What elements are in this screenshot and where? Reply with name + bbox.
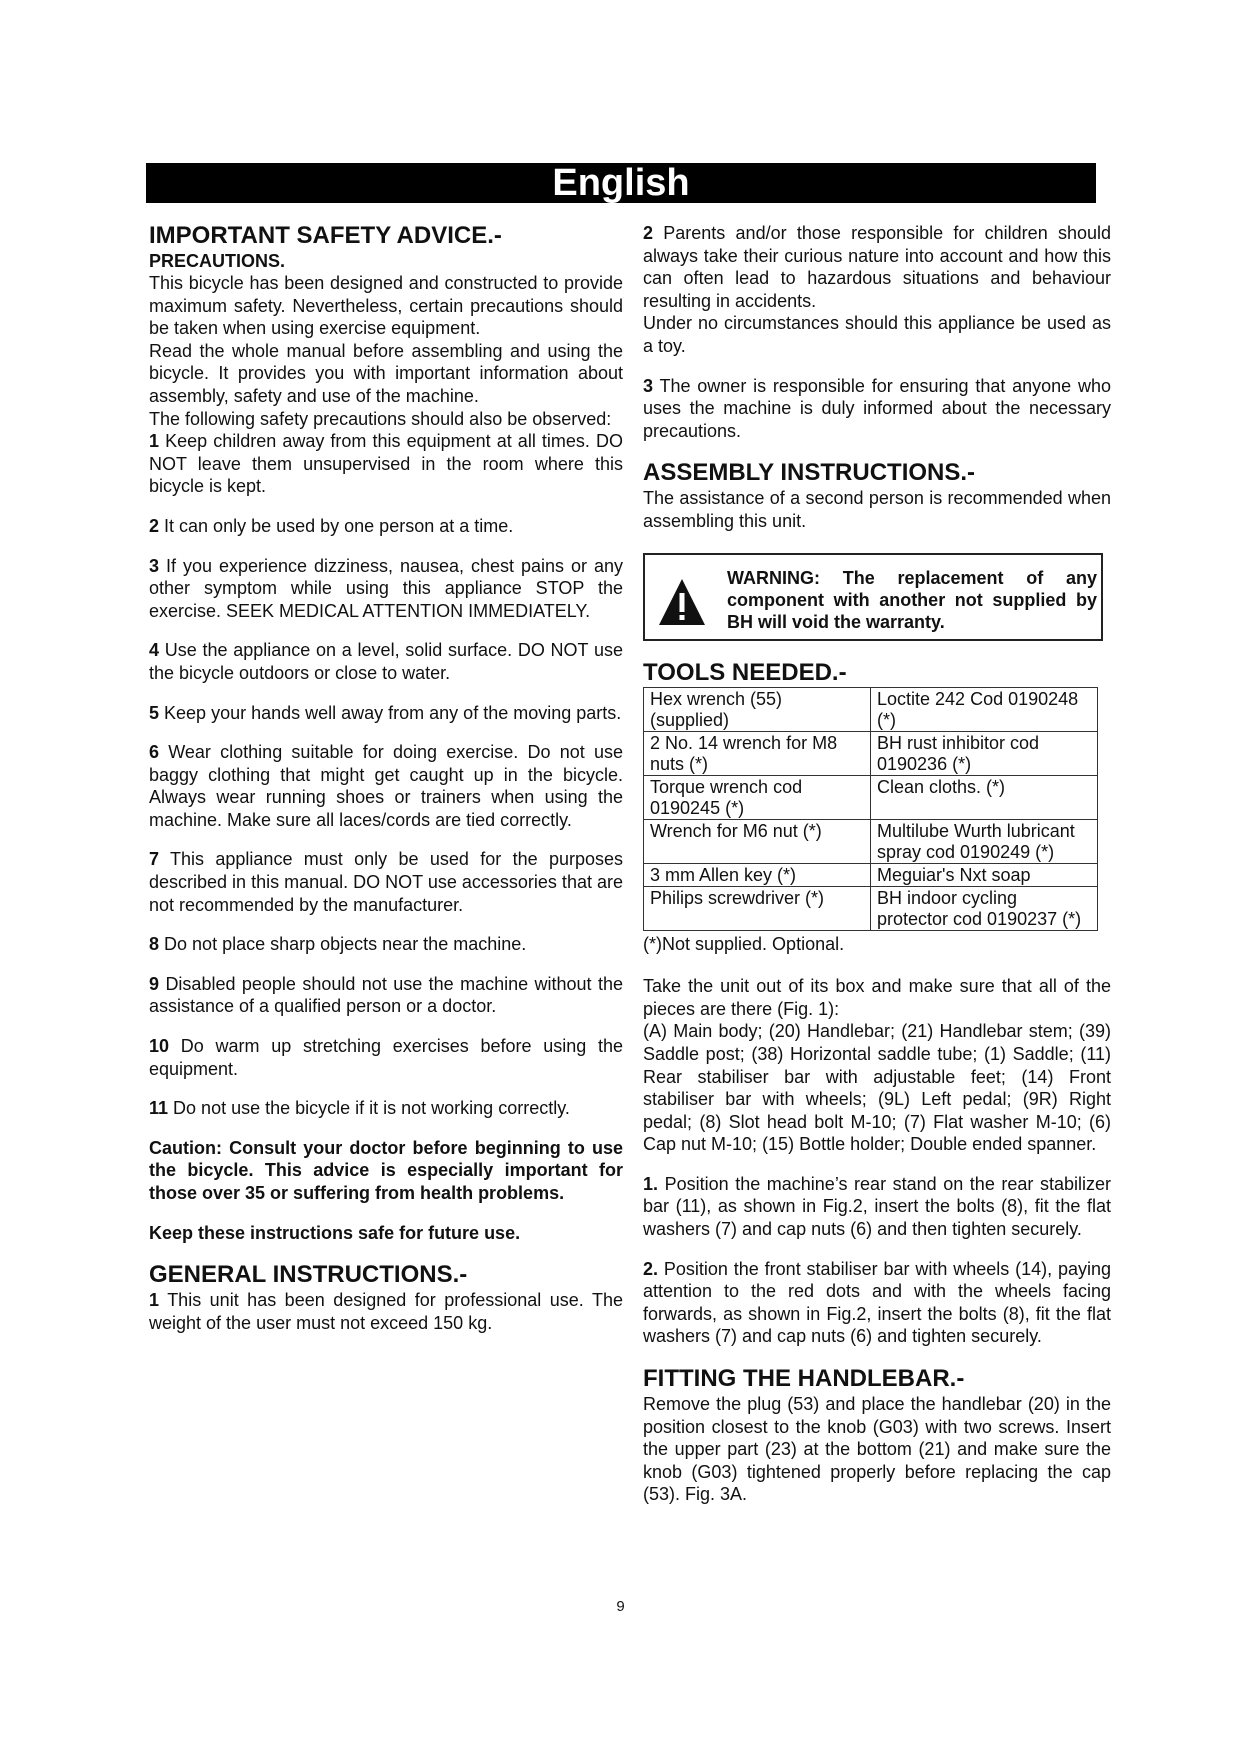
- tools-note: (*)Not supplied. Optional.: [643, 933, 845, 954]
- item-number: 4: [149, 640, 160, 661]
- item-number: 10: [149, 1036, 170, 1057]
- tool-cell: Hex wrench (55) (supplied): [644, 687, 871, 731]
- tools-heading: TOOLS NEEDED.-: [643, 658, 847, 686]
- general-item-1: [149, 1289, 623, 1334]
- tool-cell: Clean cloths. (*): [871, 775, 1098, 819]
- table-row: [644, 687, 1098, 731]
- item-text: If you experience dizziness, nausea, chest pains or any other symptom while using this appliance STOP the exercise. SEEK MEDICAL ATTENTION IMMEDIATELY.: [149, 555, 623, 621]
- precautions-heading: PRECAUTIONS.: [149, 251, 286, 271]
- step-text: Position the front stabiliser bar with wheels (14), paying attention to the red dots and with the wheels facing forwards, as shown in Fig.2, insert the bolts (8), fit the flat washers (7) and cap nuts (6) and tighten securely.: [643, 1258, 1111, 1347]
- language-banner: [146, 163, 1096, 203]
- table-row: [644, 886, 1098, 930]
- item-text: The owner is responsible for ensuring that anyone who uses the machine is duly informed about the necessary precautions.: [643, 375, 1111, 441]
- right-column: [643, 222, 1111, 1523]
- item-text: Wear clothing suitable for doing exercise. Do not use baggy clothing that might get caught up in the bicycle. Always wear running shoes or trainers when using the machine. Make sure all laces/cords are tied correctly.: [149, 742, 623, 830]
- language-title: English: [552, 162, 690, 204]
- item-number: 2: [149, 515, 160, 536]
- step-1: [643, 1173, 1111, 1241]
- item-number: 8: [149, 934, 160, 955]
- item-text: Disabled people should not use the machine without the assistance of a qualified person or a doctor.: [149, 973, 623, 1017]
- table-row: [644, 819, 1098, 863]
- intro-paragraph-3: The following safety precautions should also be observed:: [149, 408, 612, 429]
- warning-box: [643, 553, 1103, 641]
- safety-item-8: [149, 933, 623, 956]
- keep-instructions-note: Keep these instructions safe for future use.: [149, 1222, 521, 1243]
- warning-icon: [657, 577, 707, 627]
- item-text: This unit has been designed for professional use. The weight of the user must not exceed 150 kg.: [149, 1290, 623, 1333]
- step-text: Position the machine’s rear stand on the rear stabilizer bar (11), as shown in Fig.2, insert the bolts (8), fit the flat washers (7) and cap nuts (6) and then tighten securely.: [643, 1173, 1111, 1240]
- tool-cell: 2 No. 14 wrench for M8 nuts (*): [644, 731, 871, 775]
- item-text: Do warm up stretching exercises before using the equipment.: [149, 1036, 623, 1079]
- safety-item-11: [149, 1097, 623, 1120]
- safety-heading: IMPORTANT SAFETY ADVICE.-: [149, 222, 502, 249]
- safety-item-9: [149, 973, 623, 1018]
- item-text: Parents and/or those responsible for children should always take their curious nature into account and how this can often lead to hazardous situations and behaviour resulting in accidents.: [643, 223, 1111, 311]
- item-text: Keep children away from this equipment at all times. DO NOT leave them unsupervised in the room where this bicycle is kept.: [149, 431, 623, 497]
- tool-cell: Philips screwdriver (*): [644, 886, 871, 930]
- item-number: 1: [149, 431, 160, 452]
- item-text: Use the appliance on a level, solid surface. DO NOT use the bicycle outdoors or close to water.: [149, 640, 623, 683]
- tool-cell: Multilube Wurth lubricant spray cod 0190249 (*): [871, 819, 1098, 863]
- table-row: [644, 863, 1098, 886]
- parts-list: (A) Main body; (20) Handlebar; (21) Handlebar stem; (39) Saddle post; (38) Horizontal saddle tube; (1) Saddle; (11) Rear stabiliser bar with adjustable feet; (14) Front stabiliser bar with wheels; (9L) Left pedal; (9R) Right pedal; (8) Slot head bolt M-10; (7) Flat washer M-10; (6) Cap nut M-10; (15) Bottle holder; Double ended spanner.: [643, 1021, 1111, 1155]
- assembly-heading: ASSEMBLY INSTRUCTIONS.-: [643, 459, 976, 487]
- safety-item-2b-cont: Under no circumstances should this appliance be used as a toy.: [643, 313, 1111, 356]
- item-text: It can only be used by one person at a time.: [164, 515, 514, 536]
- item-number: 9: [149, 973, 160, 994]
- tool-cell: 3 mm Allen key (*): [644, 863, 871, 886]
- warning-text: WARNING: The replacement of any component with another not supplied by BH will void the warranty.: [727, 567, 1097, 632]
- item-number: 5: [149, 702, 160, 723]
- safety-item-3b: [643, 375, 1111, 443]
- intro-paragraph-2: Read the whole manual before assembling and using the bicycle. It provides you with important information about assembly, safety and use of the machine.: [149, 340, 623, 406]
- step-number: 1.: [643, 1173, 659, 1194]
- item-number: 11: [149, 1098, 169, 1119]
- tool-cell: Torque wrench cod 0190245 (*): [644, 775, 871, 819]
- intro-paragraph-1: This bicycle has been designed and constructed to provide maximum safety. Nevertheless, certain precautions should be taken when using exercise equipment.: [149, 273, 623, 339]
- tool-cell: Loctite 242 Cod 0190248 (*): [871, 687, 1098, 731]
- step-number: 2.: [643, 1258, 659, 1279]
- safety-item-2b: [643, 222, 1111, 312]
- left-column: [149, 222, 623, 1351]
- safety-item-2: [149, 515, 623, 538]
- tool-cell: BH indoor cycling protector cod 0190237 (*): [871, 886, 1098, 930]
- step-2: [643, 1258, 1111, 1348]
- tool-cell: Wrench for M6 nut (*): [644, 819, 871, 863]
- item-number: 2: [643, 223, 654, 243]
- item-number: 3: [149, 555, 160, 576]
- table-row: [644, 731, 1098, 775]
- caution-note: Caution: Consult your doctor before beginning to use the bicycle. This advice is especially important for those over 35 or suffering from health problems.: [149, 1137, 623, 1203]
- assembly-text: The assistance of a second person is recommended when assembling this unit.: [643, 488, 1111, 531]
- safety-item-7: [149, 848, 623, 916]
- safety-item-3: [149, 555, 623, 623]
- safety-item-1: [149, 430, 623, 498]
- tool-cell: BH rust inhibitor cod 0190236 (*): [871, 731, 1098, 775]
- item-number: 3: [643, 375, 654, 396]
- tool-cell: Meguiar's Nxt soap: [871, 863, 1098, 886]
- tools-table: [643, 687, 1098, 931]
- safety-item-6: [149, 741, 623, 831]
- handlebar-heading: FITTING THE HANDLEBAR.-: [643, 1365, 965, 1393]
- item-text: Do not place sharp objects near the machine.: [164, 934, 527, 955]
- page-number: 9: [616, 1598, 625, 1615]
- item-text: Keep your hands well away from any of the moving parts.: [164, 702, 622, 723]
- item-number: 7: [149, 849, 160, 870]
- safety-item-4: [149, 639, 623, 684]
- safety-item-10: [149, 1035, 623, 1080]
- handlebar-text: Remove the plug (53) and place the handlebar (20) in the position closest to the knob (G03) with two screws. Insert the upper part (23) at the bottom (21) and make sure the knob (G03) tightened properly before replacing the cap (53). Fig. 3A.: [643, 1394, 1111, 1505]
- unbox-text: Take the unit out of its box and make sure that all of the pieces are there (Fig. 1):: [643, 976, 1111, 1019]
- item-text: This appliance must only be used for the purposes described in this manual. DO NOT use accessories that are not recommended by the manufacturer.: [149, 849, 624, 915]
- item-number: 1: [149, 1290, 160, 1311]
- general-heading: GENERAL INSTRUCTIONS.-: [149, 1261, 468, 1289]
- item-text: Do not use the bicycle if it is not working correctly.: [173, 1098, 570, 1119]
- safety-item-5: [149, 702, 623, 725]
- table-row: [644, 775, 1098, 819]
- item-number: 6: [149, 742, 160, 763]
